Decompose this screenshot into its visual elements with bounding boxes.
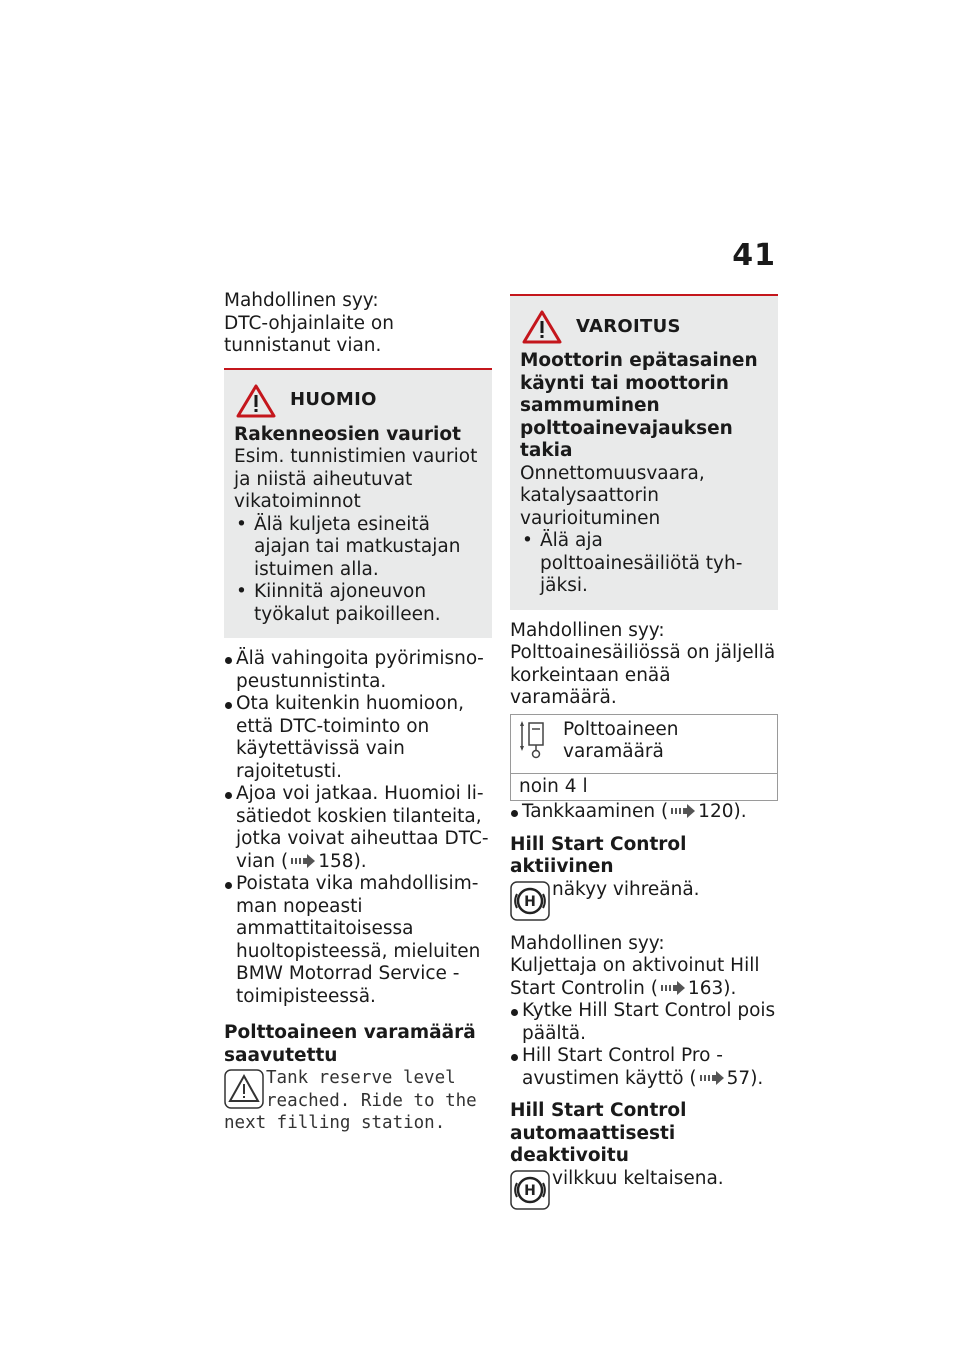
list-item: Ota kuitenkin huomioon, että DTC-toiminto on käytettävissä vain rajoitetusti.	[224, 693, 492, 783]
notice-title: HUOMIO	[290, 389, 377, 411]
list-item: • Älä kuljeta esineitä ajajan tai matkustajan istuimen alla.	[234, 514, 482, 582]
list-item-text: Ajoa voi jatkaa. Huomioi lisätiedot koskien tilanteita, jotka voivat aiheuttaa DTC-vian	[236, 783, 489, 872]
warning-triangle-icon	[224, 1069, 264, 1109]
warning-title: VAROITUS	[576, 315, 681, 337]
page-number: 41	[732, 238, 776, 273]
warning-text: Onnettomuusvaara, katalysaattorin vaurioituminen	[520, 462, 705, 529]
cause-label: Mahdollinen syy:	[510, 619, 665, 641]
list-item: • Kiinnitä ajoneuvon työkalut paikoilleen.	[234, 581, 482, 626]
cause2-label: Mahdollinen syy:	[510, 932, 665, 954]
notice-box	[224, 368, 492, 639]
hsc-action-list	[510, 1000, 778, 1090]
table-label: Polttoaineen varamäärä	[563, 718, 679, 762]
warning-triangle-icon	[236, 384, 276, 418]
page-reference[interactable]: 57).	[726, 1067, 764, 1089]
reserve-message: Tank reserve level reached. Ride to the next filling station.	[224, 1068, 477, 1133]
warning-box	[510, 294, 778, 610]
svg-text:H: H	[524, 893, 536, 910]
warning-triangle-icon	[522, 310, 562, 344]
reference-arrow-icon	[290, 854, 316, 868]
page-reference[interactable]: 120).	[698, 801, 747, 822]
cause2-text-body: Kuljettaja on aktivoinut Hill Start Controlin	[510, 955, 760, 999]
reserve-heading: Polttoaineen varamäärä saavutettu	[224, 1022, 476, 1066]
left-column	[224, 290, 492, 1135]
fuel-gauge-icon	[519, 719, 553, 759]
list-item-text: Tankkaaminen (	[522, 801, 669, 822]
page-reference[interactable]: 158).	[318, 850, 367, 872]
reference-arrow-icon	[699, 1071, 725, 1085]
notice-list	[234, 514, 482, 627]
reference-arrow-icon	[660, 981, 686, 995]
hsc-active-heading: Hill Start Control aktiivinen	[510, 833, 687, 877]
list-item: Kytke Hill Start Control pois päältä.	[510, 1000, 778, 1045]
cause-text: Polttoainesäiliössä on jäljellä korkeintaan enää varamäärä.	[510, 642, 776, 708]
list-item: Älä vahingoita pyörimisnopeustunnistinta.	[224, 648, 492, 693]
hsc-auto-heading: Hill Start Control automaattisesti deaktivoitu	[510, 1100, 687, 1166]
reference-arrow-icon	[670, 804, 696, 818]
right-column	[510, 290, 778, 1212]
list-item: Poistata vika mahdollisimman nopeasti ammattitaitoisessa huoltopisteessä, mieluiten BMW Motorrad Service -toimipisteessä.	[224, 873, 492, 1008]
hill-start-h-icon	[510, 881, 550, 921]
hill-start-h-icon	[510, 1170, 550, 1210]
svg-text:H: H	[524, 1182, 536, 1199]
page-reference[interactable]: 163).	[687, 977, 737, 999]
list-item	[510, 1045, 778, 1090]
action-list	[224, 648, 492, 1008]
table-value: noin 4 l	[519, 775, 588, 797]
cause-text: DTC-ohjainlaite on tunnistanut vian.	[224, 312, 394, 356]
notice-heading: Rakenneosien vauriot	[234, 423, 461, 445]
hsc-auto-text: vilkkuu keltaisena.	[552, 1167, 724, 1189]
list-item: Ajoa voi jatkaa. Huomioi lisätiedot koskien tilanteita, jotka voivat aiheuttaa DTC-vian ( 158).	[224, 783, 492, 873]
cause2-text: Kuljettaja on aktivoinut Hill Start Controlin ( 163).	[510, 955, 760, 999]
fuel-reserve-table	[510, 714, 778, 802]
cause-label: Mahdollinen syy:	[224, 290, 379, 311]
hsc-active-text: näkyy vihreänä.	[552, 878, 700, 900]
notice-text: Esim. tunnistimien vauriot ja niistä aiheutuvat vikatoiminnot	[234, 446, 478, 512]
refuel-list	[510, 801, 778, 824]
warning-list	[520, 530, 768, 598]
list-item-text: Hill Start Control Pro -avustimen käyttö (	[522, 1045, 723, 1089]
warning-heading: Moottorin epätasainen käynti tai moottorin sammuminen polttoainevajauksen takia	[520, 350, 758, 461]
list-item: • Älä aja polttoainesäiliötä tyhjäksi.	[520, 530, 768, 598]
list-item	[510, 801, 778, 824]
